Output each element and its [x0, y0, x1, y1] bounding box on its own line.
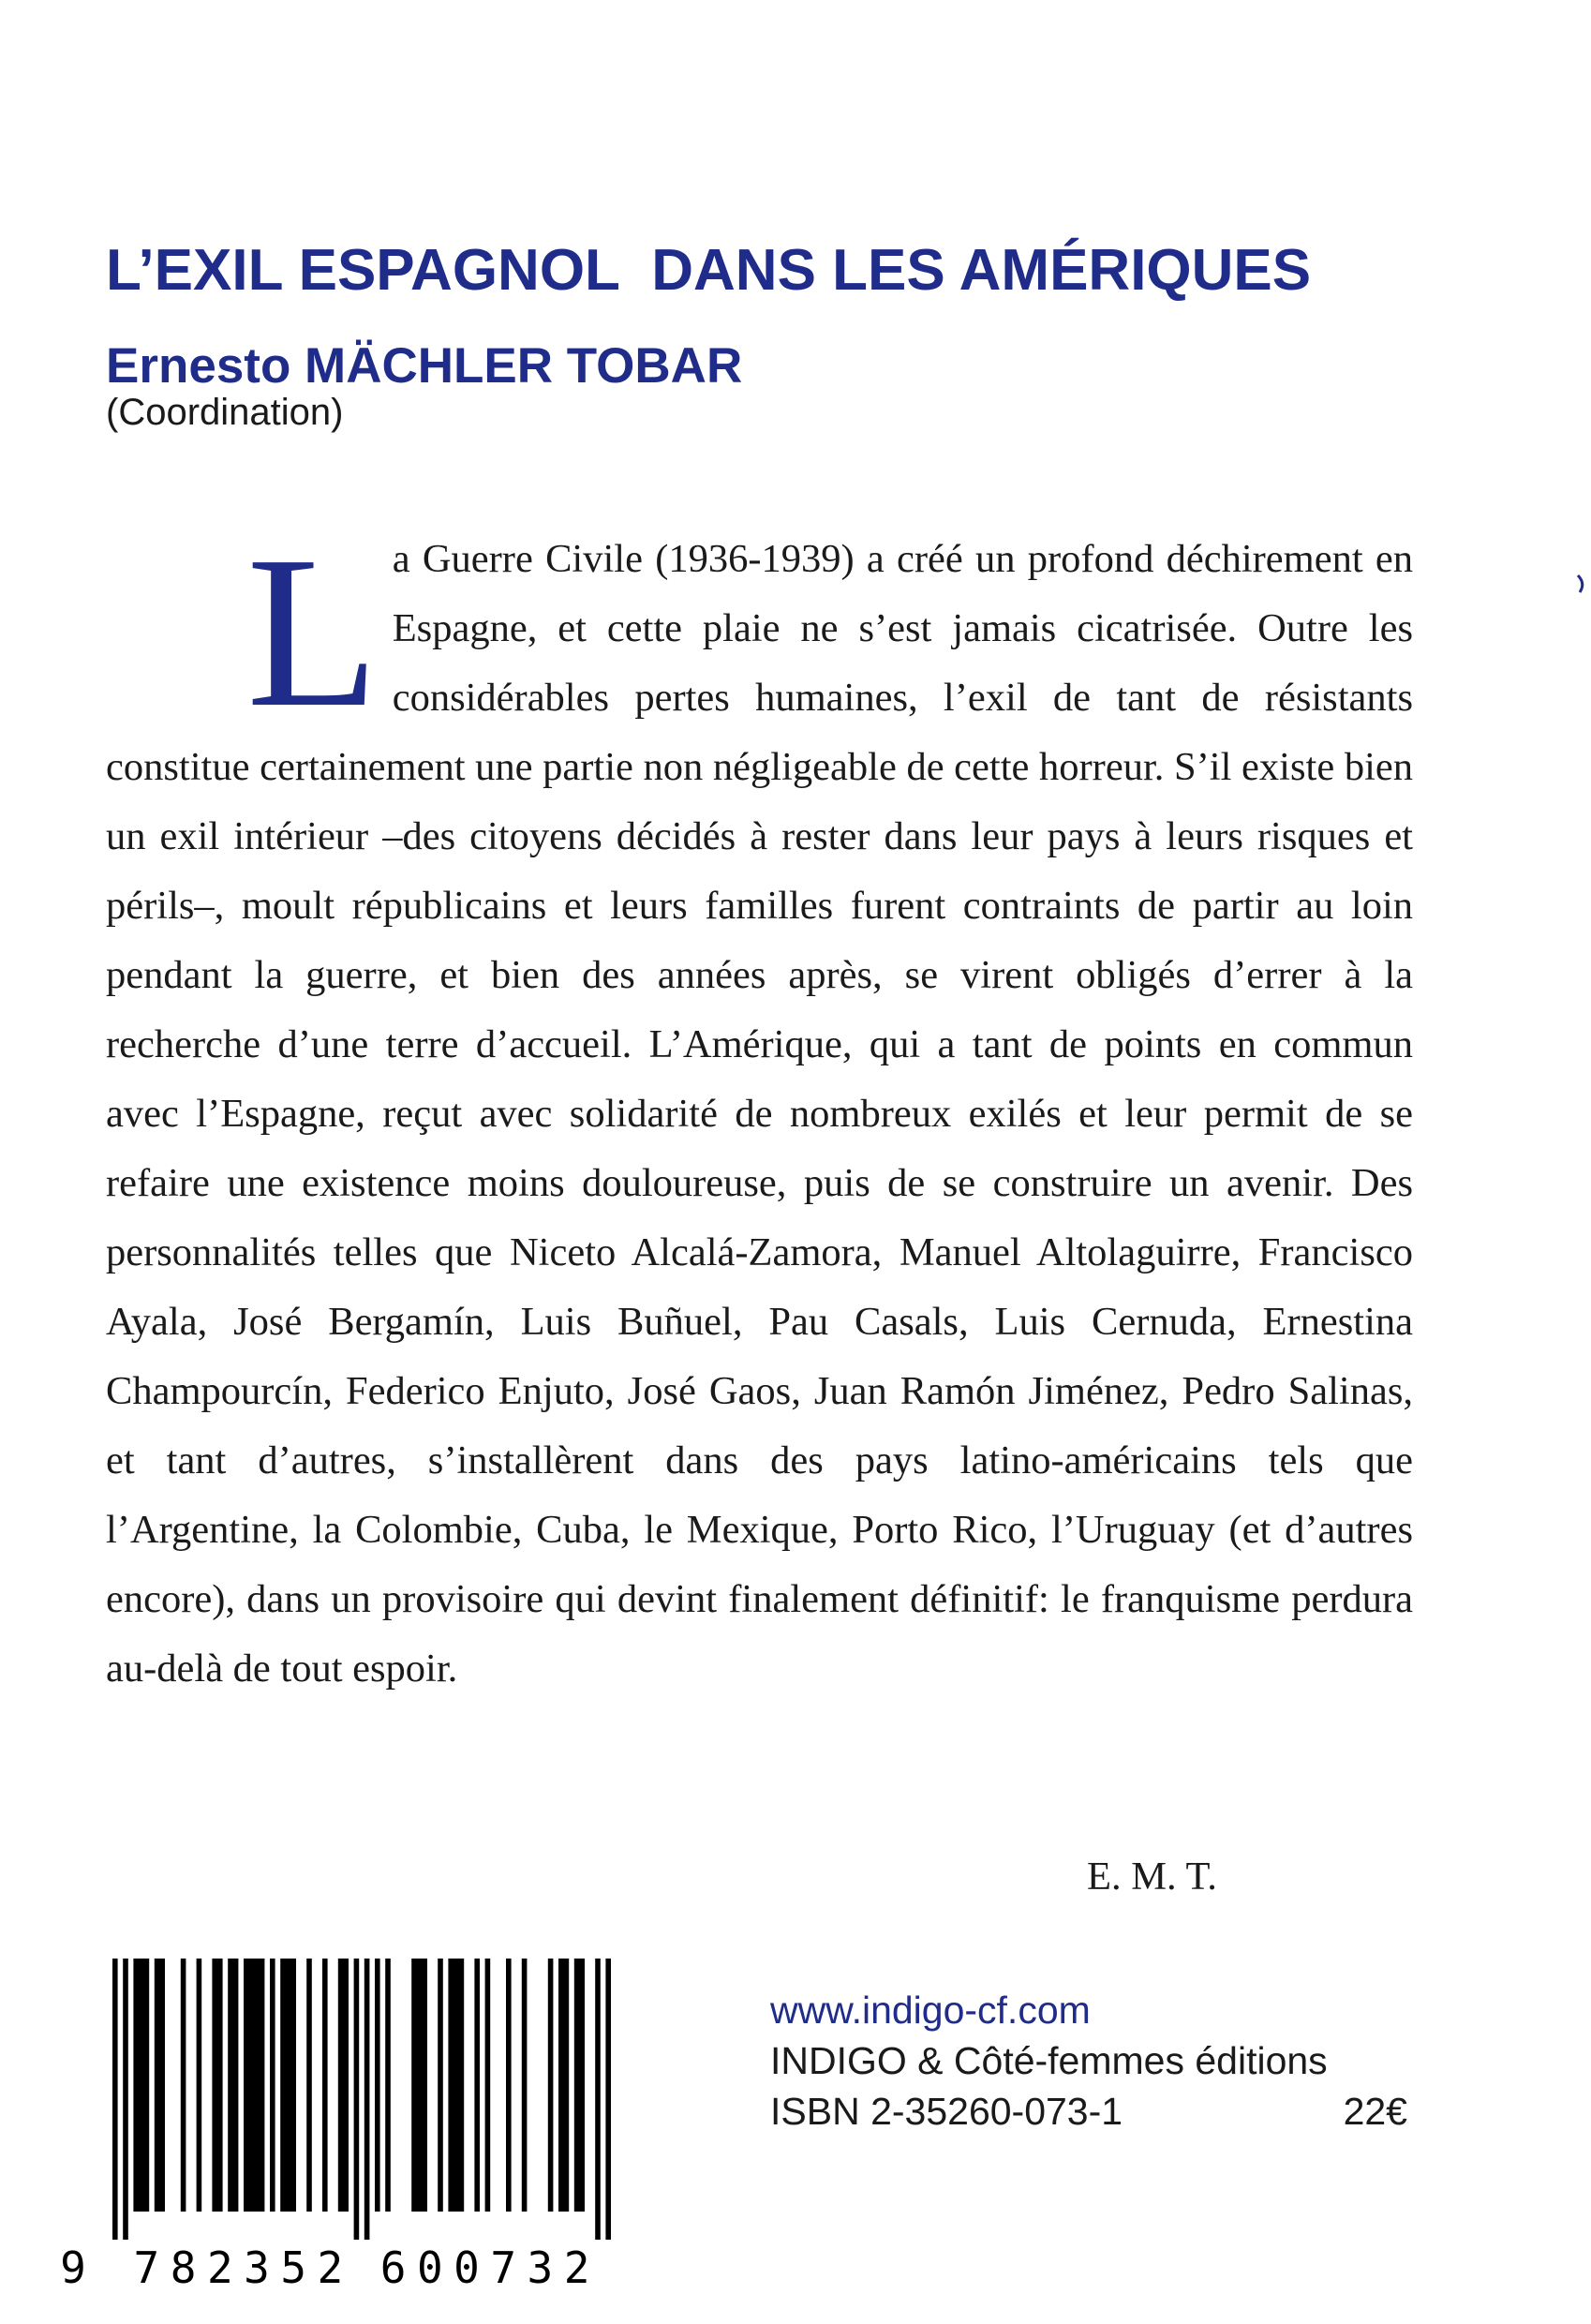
drop-cap: L	[246, 512, 379, 752]
barcode-guard-bar	[354, 1959, 360, 2240]
barcode-bar	[558, 1959, 569, 2212]
barcode-digit: 2	[206, 2242, 233, 2293]
barcode-bar	[411, 1959, 427, 2212]
blurb-text: a Guerre Civile (1936-1939) a créé un profond déchirement en Espagne, et cette plaie ne s’est jamais cicatrisée. Outre les considérables pertes humaines, l’exil de tant de résistants constitue certainement une partie non négligeable de cette horreur. S’il existe bien un exil intérieur –des citoyens décidés à rester dans leur pays à leurs risques et périls–, moult républicains et leurs familles furent contraints de partir au loin pendant la guerre, et bien des années après, se virent obligés d’errer à la recherche d’une terre d’accueil. L’Amérique, qui a tant de points en commun avec l’Espagne, reçut avec solidarité de nombreux exilés et leur permit de se refaire une existence moins douloureuse, puis de se construire un avenir. Des personnalités telles que Niceto Alcalá-Zamora, Manuel Altolaguirre, Francisco Ayala, José Bergamín, Luis Buñuel, Pau Casals, Luis Cernuda, Ernestina Champourcín, Federico Enjuto, José Gaos, Juan Ramón Jiménez, Pedro Salinas, et tant d’autres, s’installèrent dans des pays latino-américains tels que l’Argentine, la Colombie, Cuba, le Mexique, Porto Rico, l’Uruguay (et d’autres encore), dans un provisoire qui devint finalement définitif: le franquisme perdura au-delà de tout espoir.	[106, 537, 1413, 1691]
barcode-digit: 6	[379, 2242, 407, 2293]
barcode-digit: 5	[280, 2242, 307, 2293]
barcode-bar	[270, 1959, 275, 2212]
edge-mark-icon	[1576, 574, 1587, 594]
author-role: (Coordination)	[106, 392, 344, 433]
barcode-digit: 0	[416, 2242, 443, 2293]
barcode-bar	[574, 1959, 585, 2212]
barcode-bar	[306, 1959, 312, 2212]
barcode-digit: 0	[454, 2242, 480, 2293]
barcode-bar	[474, 1959, 480, 2212]
barcode-bar	[548, 1959, 554, 2212]
barcode-bar	[280, 1959, 296, 2212]
isbn-price-row	[770, 2086, 1407, 2137]
barcode-digit: 3	[527, 2242, 554, 2293]
publisher-info	[770, 1985, 1407, 2137]
barcode-bar	[133, 1959, 149, 2212]
barcode-guard-bar	[595, 1959, 601, 2240]
barcode-bar	[155, 1959, 165, 2212]
barcode-guard-bar	[605, 1959, 611, 2240]
publisher-website-link[interactable]: www.indigo-cf.com	[770, 1989, 1091, 2032]
barcode-bar	[448, 1959, 464, 2212]
book-price: 22€	[1343, 2090, 1407, 2133]
barcode-bar	[244, 1959, 264, 2212]
barcode-guard-bar	[112, 1959, 118, 2240]
barcode-bar	[522, 1959, 528, 2212]
barcode-bar	[181, 1959, 186, 2212]
barcode-digit: 7	[490, 2242, 517, 2293]
blurb-signature: E. M. T.	[1087, 1855, 1217, 1899]
barcode-digits	[56, 2238, 656, 2294]
barcode-bar	[506, 1959, 512, 2212]
barcode-bar	[228, 1959, 238, 2212]
barcode-bar	[375, 1959, 380, 2212]
publisher-name: INDIGO & Côté-femmes éditions	[770, 2039, 1328, 2082]
barcode-bars	[56, 1959, 656, 2240]
barcode-bar	[438, 1959, 443, 2212]
barcode-digit: 3	[244, 2242, 270, 2293]
barcode-guard-bar	[123, 1959, 128, 2240]
barcode-bar	[322, 1959, 328, 2212]
book-title: L’EXIL ESPAGNOL DANS LES AMÉRIQUES	[106, 238, 1312, 303]
barcode-bar	[338, 1959, 349, 2212]
barcode-bar	[385, 1959, 391, 2212]
barcode-digit: 8	[170, 2242, 197, 2293]
barcode-digit: 7	[133, 2242, 160, 2293]
barcode-digit: 2	[317, 2242, 344, 2293]
barcode-bar	[197, 1959, 202, 2212]
barcode-bar	[212, 1959, 222, 2212]
barcode-digit: 9	[60, 2242, 86, 2293]
barcode-bar	[485, 1959, 491, 2212]
isbn-number: ISBN 2-35260-073-1	[770, 2090, 1123, 2133]
barcode-digit: 2	[563, 2242, 590, 2293]
barcode-guard-bar	[364, 1959, 370, 2240]
blurb-paragraph	[106, 512, 1413, 1704]
book-author: Ernesto MÄCHLER TOBAR	[106, 338, 743, 394]
